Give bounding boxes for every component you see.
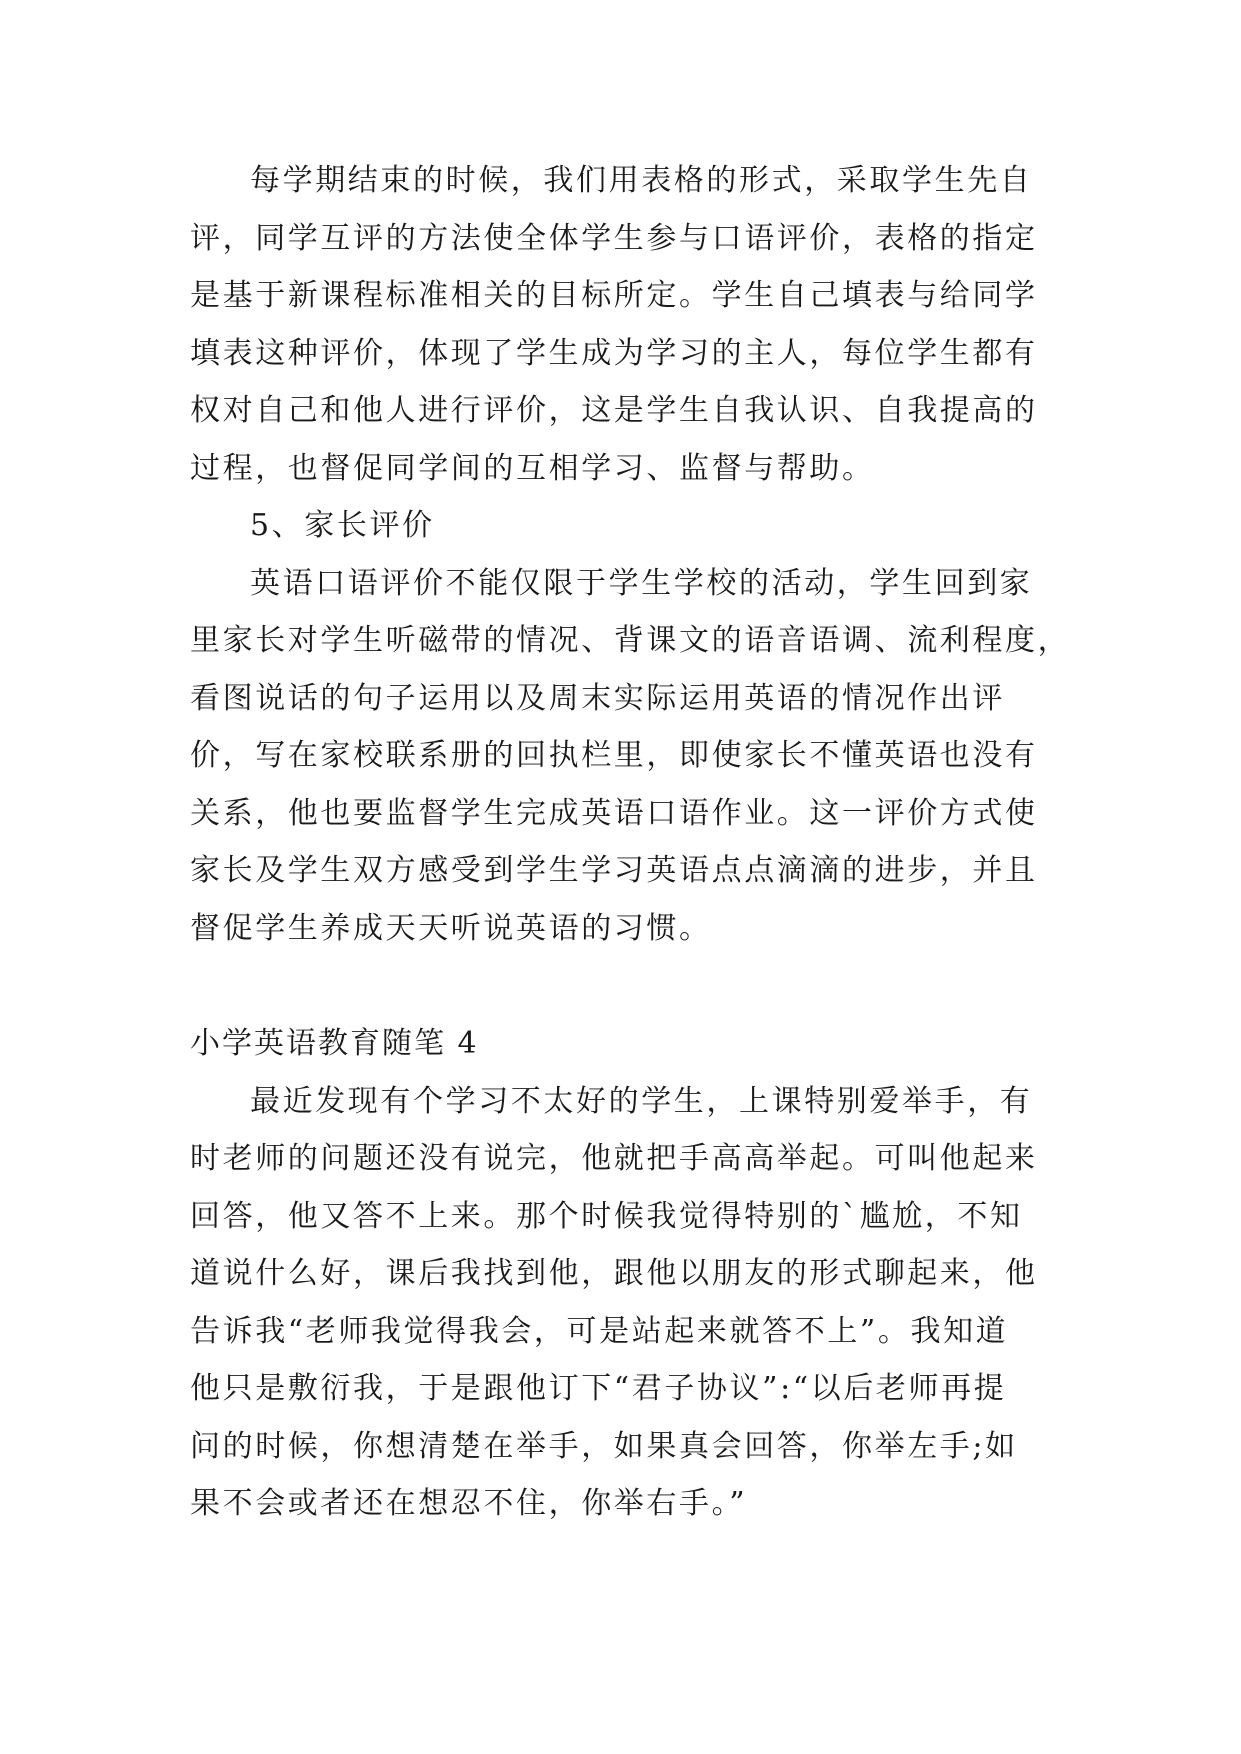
- paragraph-line: 里家长对学生听磁带的情况、背课文的语音语调、流利程度，: [190, 623, 1071, 658]
- paragraph-line: 看图说话的句子运用以及周末实际运用英语的情况作出评: [190, 680, 1005, 716]
- document-page: [190, 152, 1071, 1533]
- paragraph-line: 道说什么好，课后我找到他，跟他以朋友的形式聊起来，他: [190, 1256, 1038, 1291]
- essay-4-title: 小学英语教育随笔 4: [190, 1026, 479, 1061]
- paragraph-evaluation-form: [190, 152, 1054, 497]
- paragraph-essay-4: [190, 1073, 1054, 1533]
- paragraph-line: 告诉我“老师我觉得我会，可是站起来就答不上”。我知道: [190, 1313, 1009, 1349]
- paragraph-line: 他只是敷衍我，于是跟他订下“君子协议”:“以后老师再提: [190, 1371, 1007, 1406]
- paragraph-line: 果不会或者还在想忍不住，你举右手。”: [190, 1486, 748, 1521]
- paragraph-line: 关系，他也要监督学生完成英语口语作业。这一评价方式使: [190, 795, 1038, 831]
- paragraph-line: 权对自己和他人进行评价，这是学生自我认识、自我提高的: [190, 393, 1038, 428]
- paragraph-line: 填表这种评价，体现了学生成为学习的主人，每位学生都有: [190, 335, 1038, 371]
- paragraph-line: 每学期结束的时候，我们用表格的形式，采取学生先自: [250, 163, 1033, 198]
- paragraph-line: 价，写在家校联系册的回执栏里，即使家长不懂英语也没有: [190, 738, 1038, 773]
- paragraph-line: 是基于新课程标准相关的目标所定。学生自己填表与给同学: [190, 278, 1038, 313]
- paragraph-line: 问的时候，你想清楚在举手，如果真会回答，你举左手;如: [190, 1428, 1018, 1464]
- paragraph-line: 督促学生养成天天听说英语的习惯。: [190, 910, 712, 946]
- paragraph-line: 时老师的问题还没有说完，他就把手高高举起。可叫他起来: [190, 1141, 1038, 1176]
- paragraph-line: 回答，他又答不上来。那个时候我觉得特别的`尴尬，不知: [190, 1198, 1023, 1234]
- paragraph-line: 最近发现有个学习不太好的学生，上课特别爱举手，有: [250, 1083, 1033, 1119]
- paragraph-parent-evaluation: [190, 555, 1071, 958]
- paragraph-line: 过程，也督促同学间的互相学习、监督与帮助。: [190, 450, 875, 486]
- section-spacer: [190, 957, 1054, 1015]
- paragraph-line: 家长及学生双方感受到学生学习英语点点滴滴的进步，并且: [190, 853, 1038, 888]
- section-5-title: 5、家长评价: [250, 508, 435, 543]
- paragraph-line: 评，同学互评的方法使全体学生参与口语评价，表格的指定: [190, 220, 1038, 256]
- paragraph-line: 英语口语评价不能仅限于学生学校的活动，学生回到家: [250, 565, 1033, 601]
